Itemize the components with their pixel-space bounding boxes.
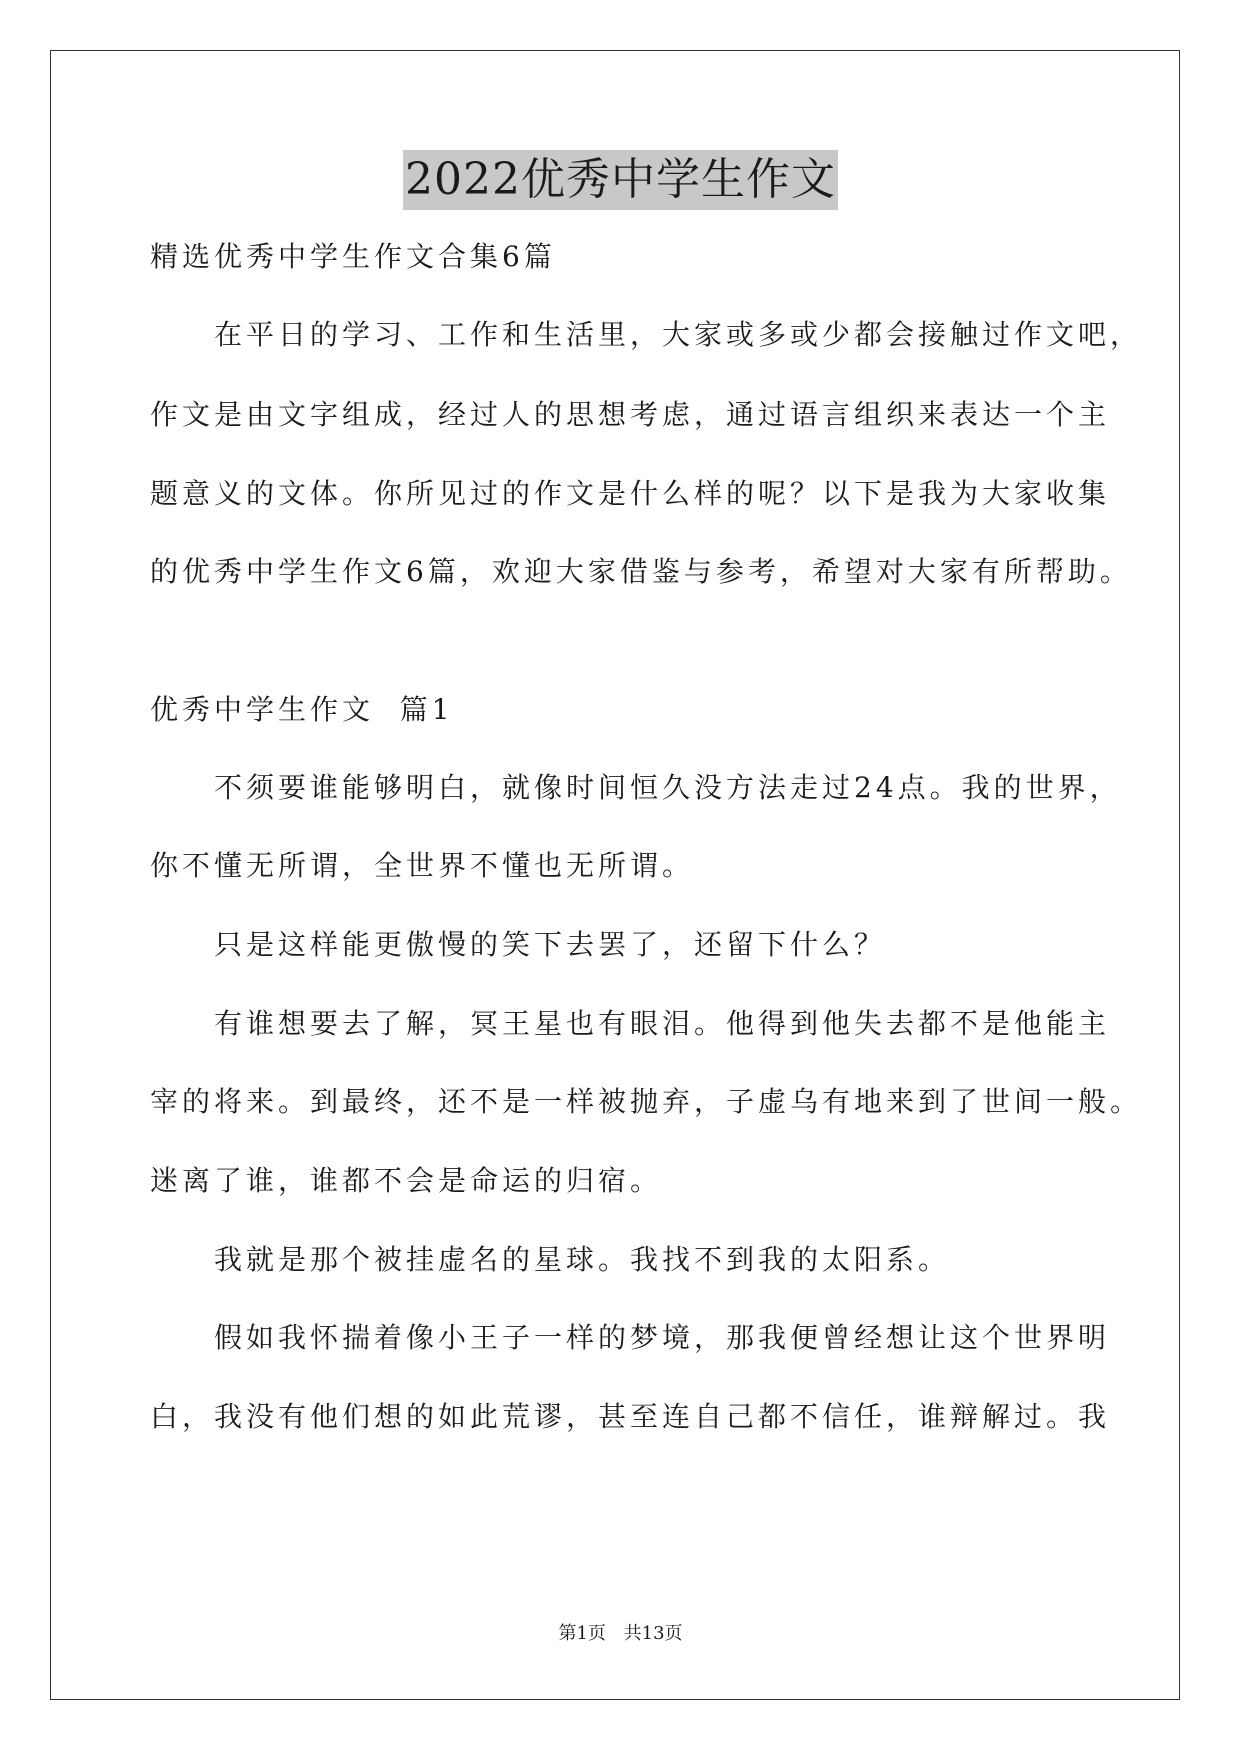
body-paragraph (150, 768, 1122, 808)
body-paragraph-cont (150, 1397, 1111, 1437)
body-paragraph (150, 925, 1095, 965)
intro-paragraph-cont (150, 474, 1111, 514)
section-heading: 优秀中学生作文 篇1 (150, 693, 454, 726)
page-footer (0, 1622, 1241, 1646)
body-paragraph (150, 1240, 1095, 1280)
title-wrap (0, 150, 1241, 210)
body-line: 宰的将来。到最终，还不是一样被抛弃，子虚乌有地来到了世间一般。 (150, 1085, 1143, 1118)
body-line: 白，我没有他们想的如此荒谬，甚至连自己都不信任，谁辩解过。我 (150, 1400, 1111, 1433)
body-paragraph-cont (150, 846, 1095, 886)
body-line: 你不懂无所谓，全世界不懂也无所谓。 (150, 849, 695, 882)
intro-paragraph-cont (150, 395, 1111, 435)
document-title: 2022优秀中学生作文 (403, 150, 838, 210)
intro-line: 在平日的学习、工作和生活里，大家或多或少都会接触过作文吧， (214, 318, 1143, 351)
intro-paragraph-cont (150, 552, 1132, 592)
intro-line: 的优秀中学生作文6篇，欢迎大家借鉴与参考，希望对大家有所帮助。 (150, 555, 1132, 588)
intro-line: 题意义的文体。你所见过的作文是什么样的呢？以下是我为大家收集 (150, 477, 1111, 510)
body-line: 有谁想要去了解，冥王星也有眼泪。他得到他失去都不是他能主 (214, 1007, 1111, 1040)
body-line: 不须要谁能够明白，就像时间恒久没方法走过24点。我的世界， (214, 771, 1122, 804)
body-paragraph (150, 1318, 1111, 1358)
body-line: 迷离了谁，谁都不会是命运的归宿。 (150, 1164, 663, 1197)
intro-paragraph (150, 315, 1143, 355)
document-subtitle: 精选优秀中学生作文合集6篇 (150, 240, 556, 273)
page-number: 第1页 (558, 1623, 606, 1644)
subtitle-block (150, 237, 1095, 277)
page-total: 共13页 (623, 1623, 683, 1644)
body-paragraph (150, 1004, 1111, 1044)
intro-line: 作文是由文字组成，经过人的思想考虑，通过语言组织来表达一个主 (150, 398, 1111, 431)
body-line: 我就是那个被挂虚名的星球。我找不到我的太阳系。 (214, 1243, 951, 1276)
section-heading-block (150, 690, 1095, 730)
body-line: 假如我怀揣着像小王子一样的梦境，那我便曾经想让这个世界明 (214, 1321, 1111, 1354)
body-line: 只是这样能更傲慢的笑下去罢了，还留下什么？ (214, 928, 887, 961)
body-paragraph-cont (150, 1161, 1095, 1201)
body-paragraph-cont (150, 1082, 1143, 1122)
